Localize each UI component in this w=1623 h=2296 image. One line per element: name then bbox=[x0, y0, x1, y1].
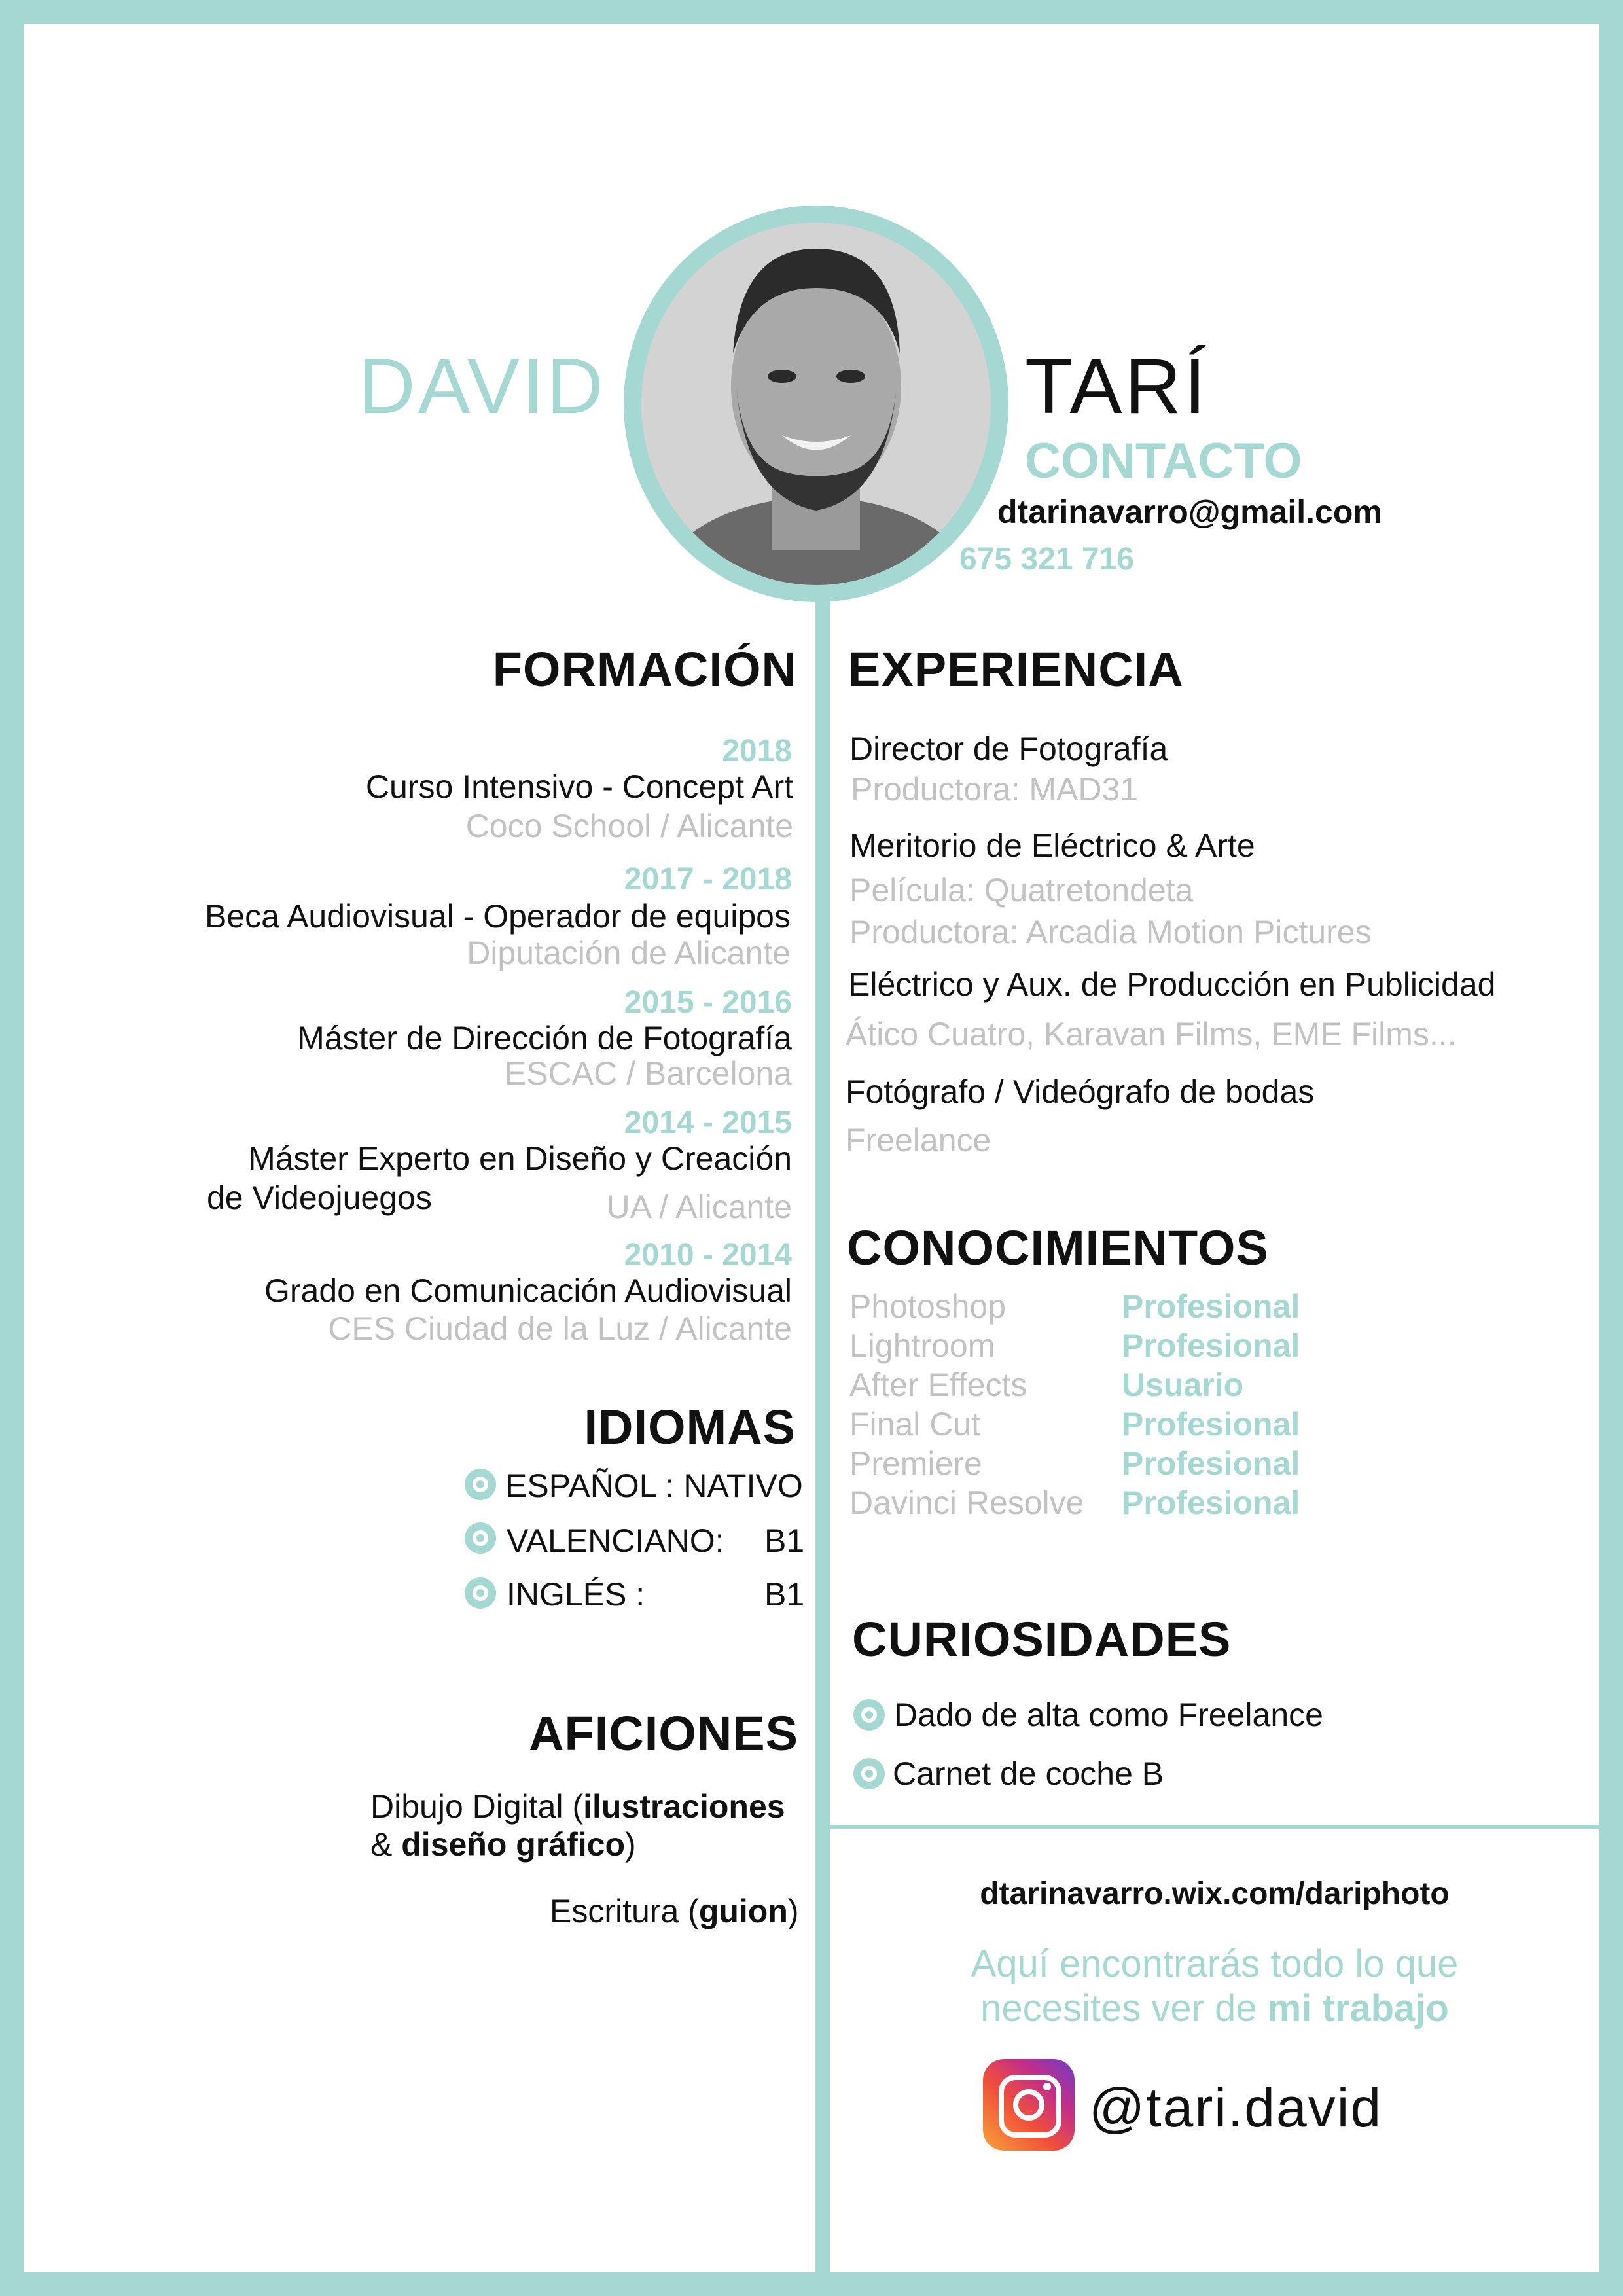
skill-level: Profesional bbox=[1122, 1327, 1300, 1364]
skill-tool: Final Cut bbox=[849, 1406, 981, 1443]
instagram-icon[interactable] bbox=[983, 2059, 1075, 2151]
skill-tool: Photoshop bbox=[849, 1288, 1007, 1325]
idioma-label: INGLÉS : bbox=[507, 1576, 645, 1613]
formacion-heading: FORMACIÓN bbox=[492, 642, 797, 696]
curiosidad-item: Dado de alta como Freelance bbox=[894, 1696, 1323, 1733]
idiomas-heading: IDIOMAS bbox=[584, 1400, 796, 1454]
formacion-name: Curso Intensivo - Concept Art bbox=[365, 768, 793, 805]
experiencia-heading: EXPERIENCIA bbox=[848, 642, 1184, 696]
experiencia-role: Meritorio de Eléctrico & Arte bbox=[849, 827, 1255, 864]
aficion-text: Escritura ( bbox=[550, 1893, 699, 1929]
idioma-label: VALENCIANO: bbox=[507, 1522, 724, 1559]
skill-tool: Davinci Resolve bbox=[849, 1484, 1084, 1521]
formacion-year: 2014 - 2015 bbox=[624, 1105, 792, 1140]
formacion-year: 2018 bbox=[722, 734, 792, 768]
experiencia-role: Eléctrico y Aux. de Producción en Publicidad bbox=[848, 966, 1496, 1003]
skill-level: Profesional bbox=[1122, 1445, 1300, 1482]
skill-level: Profesional bbox=[1122, 1288, 1300, 1325]
last-name: TARÍ bbox=[1025, 342, 1209, 430]
formacion-place: UA / Alicante bbox=[606, 1189, 792, 1225]
first-name: DAVID bbox=[359, 342, 606, 430]
website-link[interactable]: dtarinavarro.wix.com/dariphoto bbox=[980, 1876, 1450, 1911]
aficiones-heading: AFICIONES bbox=[529, 1706, 798, 1761]
experiencia-detail: Productora: Arcadia Motion Pictures bbox=[849, 914, 1372, 950]
phone-number: 675 321 716 bbox=[959, 542, 1134, 577]
aficion-item bbox=[370, 1787, 785, 1826]
skill-tool: Premiere bbox=[849, 1445, 982, 1482]
aficion-bold: guion bbox=[698, 1893, 788, 1929]
experiencia-detail: Ático Cuatro, Karavan Films, EME Films... bbox=[846, 1016, 1457, 1052]
idioma-label: ESPAÑOL : NATIVO bbox=[505, 1467, 803, 1504]
skill-tool: After Effects bbox=[849, 1367, 1027, 1403]
tagline-bold: mi trabajo bbox=[1267, 1987, 1449, 2030]
formacion-name: Máster Experto en Diseño y Creación bbox=[248, 1140, 792, 1177]
formacion-year: 2010 - 2014 bbox=[624, 1238, 792, 1272]
instagram-dot bbox=[1043, 2083, 1051, 2090]
bullet-icon bbox=[465, 1577, 496, 1609]
formacion-place: CES Ciudad de la Luz / Alicante bbox=[328, 1310, 792, 1347]
aficion-text: ) bbox=[787, 1893, 799, 1929]
formacion-place: Diputación de Alicante bbox=[467, 935, 791, 971]
aficion-bold: diseño gráfico bbox=[401, 1826, 625, 1863]
footer-divider bbox=[830, 1825, 1599, 1829]
bullet-icon bbox=[853, 1758, 885, 1789]
email-link[interactable]: dtarinavarro@gmail.com bbox=[997, 493, 1382, 530]
formacion-name: Máster de Dirección de Fotografía bbox=[297, 1020, 792, 1056]
formacion-place: ESCAC / Barcelona bbox=[504, 1055, 792, 1092]
idioma-level: B1 bbox=[764, 1522, 805, 1559]
experiencia-role: Fotógrafo / Videógrafo de bodas bbox=[846, 1073, 1315, 1110]
aficion-text: & bbox=[370, 1826, 393, 1863]
aficion-text: ) bbox=[625, 1826, 636, 1863]
formacion-year: 2017 - 2018 bbox=[624, 862, 792, 897]
bullet-icon bbox=[465, 1522, 496, 1554]
experiencia-detail: Freelance bbox=[846, 1122, 991, 1158]
footer-tagline: Aquí encontrarás todo lo que bbox=[971, 1943, 1459, 1985]
formacion-place: Coco School / Alicante bbox=[465, 808, 793, 844]
bullet-icon bbox=[465, 1469, 496, 1500]
conocimientos-heading: CONOCIMIENTOS bbox=[847, 1221, 1269, 1275]
skill-tool: Lightroom bbox=[849, 1327, 995, 1364]
experiencia-detail: Película: Quatretondeta bbox=[849, 872, 1194, 908]
footer-tagline-2 bbox=[830, 1986, 1599, 2032]
formacion-name: Grado en Comunicación Audiovisual bbox=[264, 1272, 792, 1309]
center-divider bbox=[815, 596, 830, 2272]
skill-level: Profesional bbox=[1122, 1406, 1300, 1443]
curiosidades-heading: CURIOSIDADES bbox=[852, 1612, 1232, 1666]
bullet-icon bbox=[853, 1699, 885, 1731]
profile-photo bbox=[641, 223, 991, 585]
tagline-text: necesites ver de bbox=[980, 1987, 1257, 2030]
formacion-year: 2015 - 2016 bbox=[624, 985, 792, 1020]
skill-level: Usuario bbox=[1122, 1367, 1244, 1403]
idioma-level: B1 bbox=[764, 1576, 805, 1613]
contact-title: CONTACTO bbox=[1025, 433, 1302, 489]
instagram-lens bbox=[1013, 2089, 1044, 2121]
instagram-handle[interactable]: @tari.david bbox=[1089, 2077, 1383, 2138]
aficion-item bbox=[550, 1892, 799, 1931]
experiencia-role: Director de Fotografía bbox=[849, 730, 1168, 767]
skill-level: Profesional bbox=[1122, 1484, 1300, 1521]
aficion-item-cont bbox=[370, 1825, 636, 1864]
aficion-text: Dibujo Digital ( bbox=[370, 1788, 584, 1825]
experiencia-detail: Productora: MAD31 bbox=[851, 771, 1139, 808]
formacion-name: Beca Audiovisual - Operador de equipos bbox=[204, 898, 791, 935]
aficion-bold: ilustraciones bbox=[583, 1788, 785, 1825]
curiosidad-item: Carnet de coche B bbox=[893, 1755, 1164, 1792]
formacion-name-cont: de Videojuegos bbox=[207, 1179, 432, 1216]
